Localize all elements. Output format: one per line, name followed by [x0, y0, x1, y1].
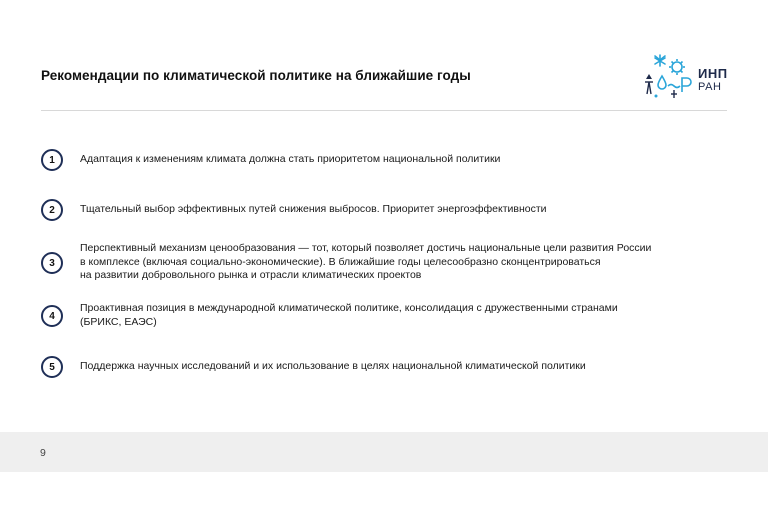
- page-number: 9: [40, 447, 46, 459]
- number-badge: 2: [41, 199, 63, 221]
- item-text-line: в комплексе (включая социально-экономические). В ближайшие годы целесообразно сконцентрироваться: [80, 255, 601, 268]
- item-text-line: (БРИКС, ЕАЭС): [80, 315, 157, 328]
- item-text-line: Поддержка научных исследований и их использование в целях национальной климатической политики: [80, 360, 586, 372]
- number-badge: 3: [41, 252, 63, 274]
- inp-ran-emblem-icon: [640, 52, 694, 100]
- item-text: [80, 203, 720, 217]
- logo-text: [698, 67, 728, 93]
- item-text-line: Перспективный механизм ценообразования — тот, который позволяет достичь национальные цели развития России: [80, 242, 652, 254]
- title-divider: [41, 110, 727, 111]
- item-text: [80, 302, 720, 329]
- logo-ran-text: РАН: [698, 81, 722, 93]
- logo-inp-text: ИНП: [698, 66, 728, 81]
- item-text-line: на развитии добровольного рынка и отрасли климатических проектов: [80, 269, 422, 281]
- item-text: [80, 360, 720, 374]
- logo: [640, 52, 730, 100]
- number-badge: 5: [41, 356, 63, 378]
- item-text: [80, 242, 720, 283]
- item-text-line: Адаптация к изменениям климата должна стать приоритетом национальной политики: [80, 153, 501, 165]
- slide-title: Рекомендации по климатической политике на ближайшие годы: [41, 68, 471, 83]
- number-badge: 1: [41, 149, 63, 171]
- number-badge: 4: [41, 305, 63, 327]
- footer-bar: [0, 432, 768, 472]
- item-text-line: Тщательный выбор эффективных путей снижения выбросов. Приоритет энергоэффективности: [80, 203, 547, 215]
- item-text: [80, 153, 720, 167]
- item-text-line: Проактивная позиция в международной климатической политике, консолидация с дружественными странами: [80, 302, 618, 314]
